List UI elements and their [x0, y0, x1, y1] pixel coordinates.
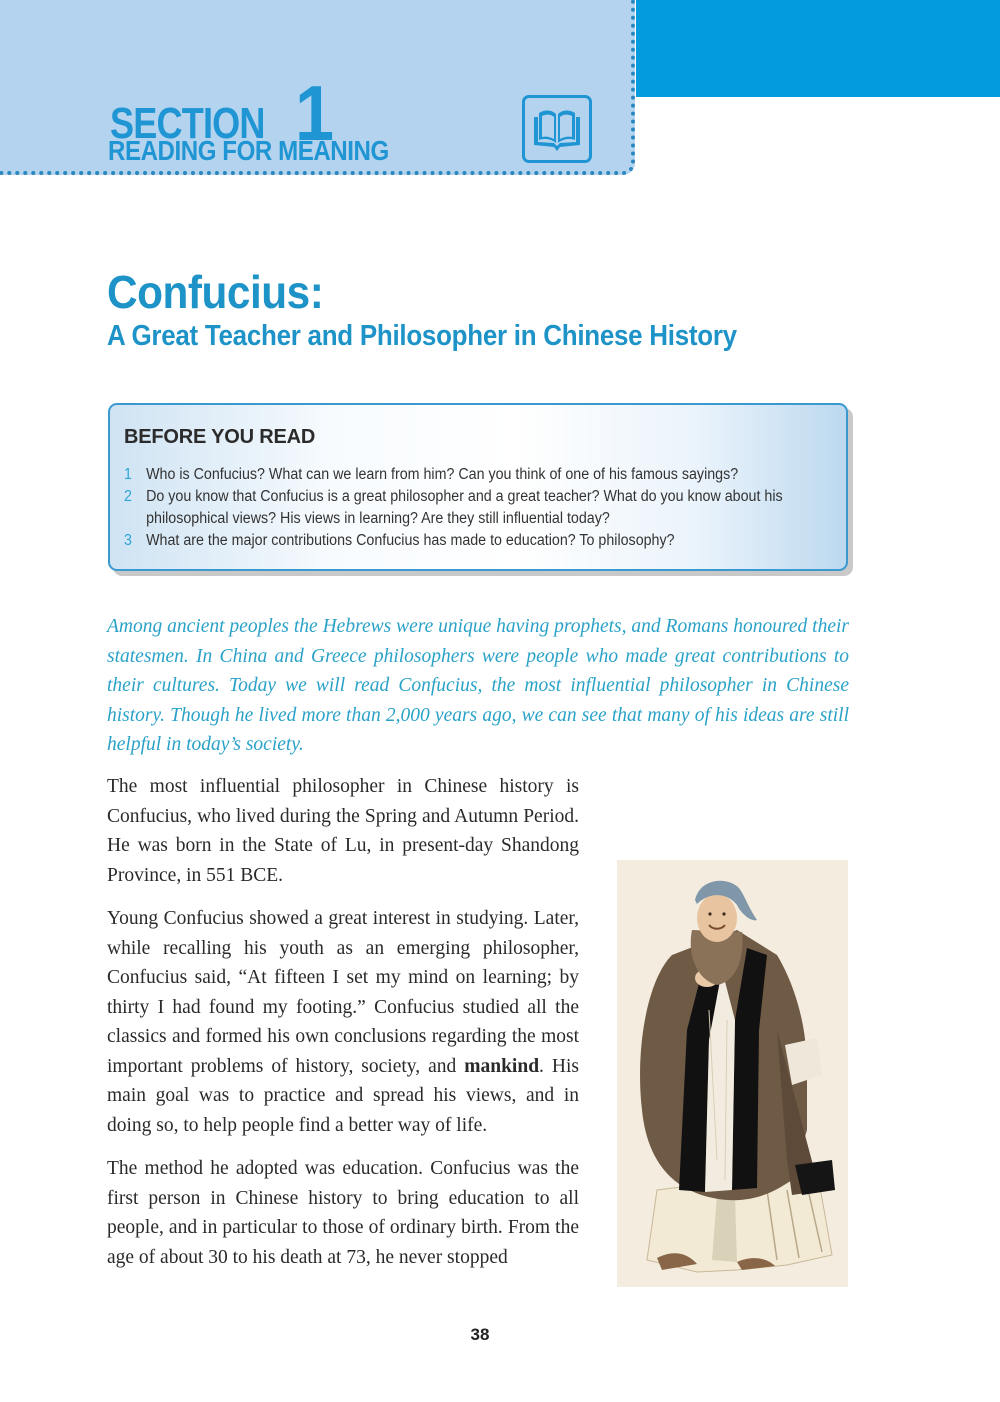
- item-number: 2: [124, 488, 132, 505]
- item-text: What are the major contributions Confucius has made to education? To philosophy?: [146, 532, 675, 549]
- list-item: [124, 486, 827, 530]
- list-item: [124, 530, 827, 552]
- item-number: 1: [124, 466, 132, 483]
- text-run: Young Confucius showed a great interest in studying. Later, while recalling his youth as an emerging philosopher, Confucius said, “At fifteen I set my mind on learning; by thirty I had found my footing.” Confucius studied all the classics and formed his own conclusions regarding the most important problems of history, society, and: [107, 908, 579, 1077]
- before-you-read-list: [124, 464, 832, 552]
- confucius-portrait: [617, 860, 848, 1287]
- paragraph: [107, 904, 579, 1140]
- open-book-icon: [522, 95, 592, 163]
- article-subtitle: A Great Teacher and Philosopher in Chinese History: [107, 320, 737, 352]
- section-number: 1: [294, 69, 334, 157]
- section-word: SECTION: [110, 99, 265, 149]
- item-text: Do you know that Confucius is a great philosopher and a great teacher? What do you know about his philosophical views? His views in learning? Are they still influential today?: [146, 488, 783, 527]
- before-you-read-box: [108, 403, 848, 571]
- item-number: 3: [124, 532, 132, 549]
- paragraph: The method he adopted was education. Confucius was the first person in Chinese history to bring education to all people, and in particular to those of ordinary birth. From the age of about 30 to his death at 73, he never stopped: [107, 1158, 579, 1268]
- body-text: [107, 772, 579, 1286]
- before-you-read-heading: BEFORE YOU READ: [124, 426, 316, 448]
- text-run: . His main goal was to practice and spread his views, and in doing so, to help people find a better way of life.: [107, 1055, 579, 1136]
- section-subtitle: READING FOR MEANING: [108, 135, 389, 166]
- vocab-term: mankind: [464, 1055, 540, 1077]
- list-item: [124, 464, 827, 486]
- page-number: 38: [470, 1325, 490, 1344]
- intro-paragraph: Among ancient peoples the Hebrews were unique having prophets, and Romans honoured their statesmen. In China and Greece philosophers were people who made great contributions to their cultures. Today we will read Confucius, the most influential philosopher in Chinese history. Though he lived more than 2,000 years ago, we can see that many of his ideas are still helpful in today’s society.: [107, 616, 849, 755]
- header-blue-block: [636, 0, 1000, 97]
- item-text: Who is Confucius? What can we learn from him? Can you think of one of his famous sayings?: [146, 466, 739, 483]
- paragraph: The most influential philosopher in Chinese history is Confucius, who lived during the Spring and Autumn Period. He was born in the State of Lu, in present-day Shandong Province, in 551 BCE.: [107, 776, 579, 886]
- article-title: Confucius:: [107, 266, 324, 318]
